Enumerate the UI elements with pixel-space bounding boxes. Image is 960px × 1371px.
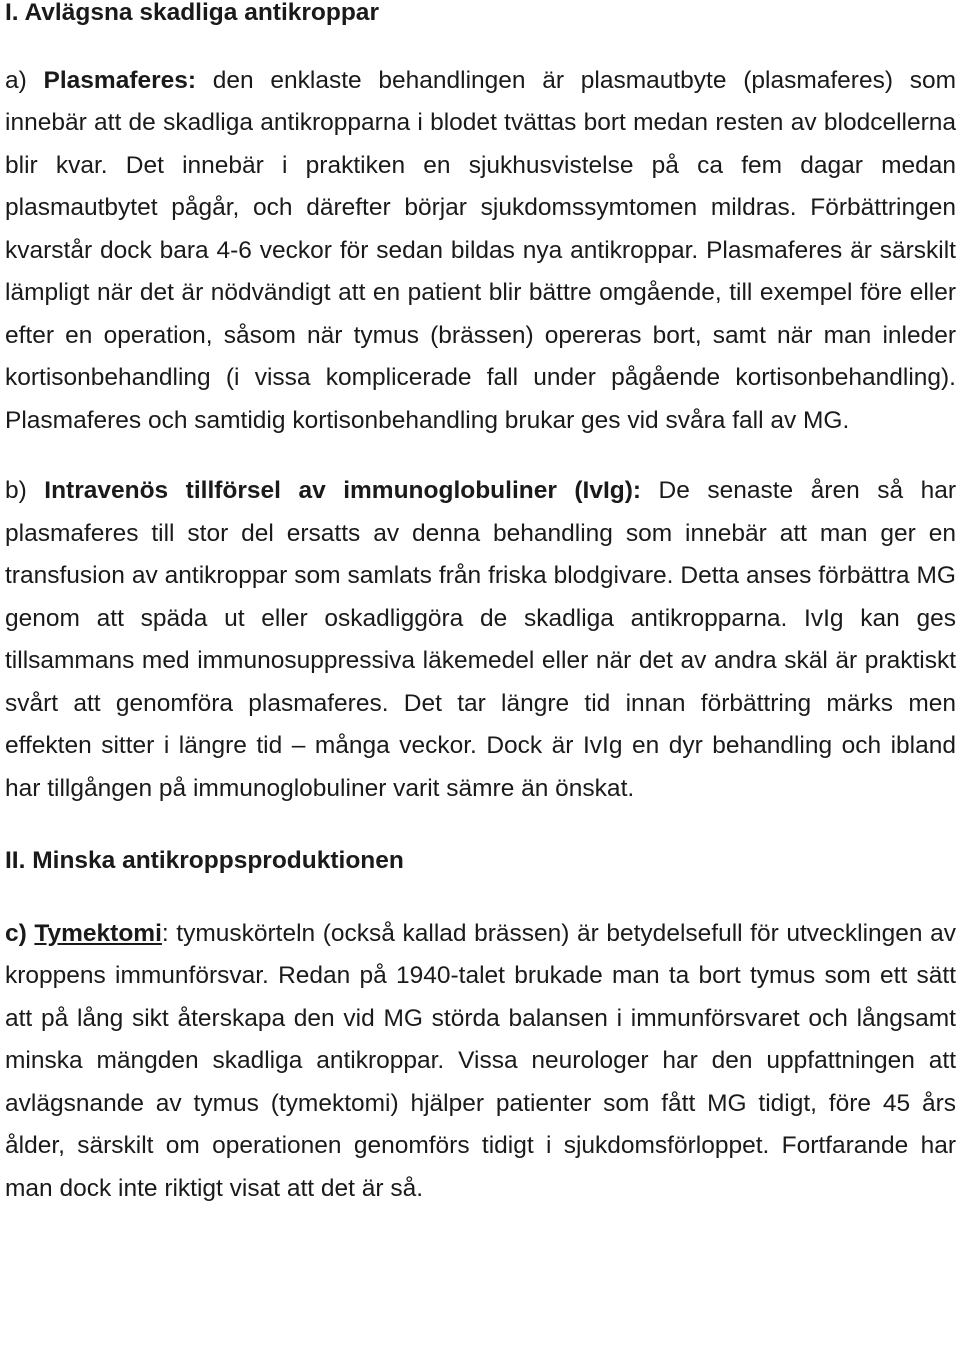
item-prefix-b: b) [5,477,45,504]
section-heading-1: I. Avlägsna skadliga antikroppar [5,0,379,26]
item-prefix-a: a) [5,66,44,94]
item-prefix-c: c) [5,919,35,947]
item-title-tymektomi: Tymektomi [34,919,162,947]
paragraph-ivig [5,470,956,810]
item-body-tymektomi: : tymuskörteln (också kallad brässen) är betydelsefull för utvecklingen av kroppens immunförsvar. Redan på 1940-talet brukade man ta bort tymus som ett sätt att på lång sikt återskapa den vid MG störda balansen i immunförsvaret och långsamt minska mängden skadliga antikroppar. Vissa neurologer har den uppfattningen att avlägsnande av tymus (tymektomi) hjälper patienter som fått MG tidigt, före 45 års ålder, särskilt om operationen genomförs tidigt i sjukdomsförloppet. Fortfarande har man dock inte riktigt visat att det är så. [5,919,956,1202]
item-title-ivig: Intravenös tillförsel av immunoglobuliner (IvIg): [44,477,642,504]
item-body-ivig: De senaste åren så har plasmaferes till stor del ersatts av denna behandling som innebär att man ger en transfusion av antikroppar som samlats från friska blodgivare. Detta anses förbättra MG genom att späda ut eller oskadliggöra de skadliga antikropparna. IvIg kan ges tillsammans med immunosuppressiva läkemedel eller när det av andra skäl är praktiskt svårt att genomföra plasmaferes. Det tar längre tid innan förbättring märks men effekten sitter i längre tid – många veckor. Dock är IvIg en dyr behandling och ibland har tillgången på immunoglobuliner varit sämre än önskat. [5,477,956,802]
item-title-plasmaferes: Plasmaferes: [43,66,197,94]
paragraph-tymektomi [5,913,956,1211]
section-heading-2: II. Minska antikroppsproduktionen [5,847,404,874]
item-body-plasmaferes: den enklaste behandlingen är plasmautbyte (plasmaferes) som innebär att de skadliga antikropparna i blodet tvättas bort medan resten av blodcellerna blir kvar. Det innebär i praktiken en sjukhusvistelse på ca fem dagar medan plasmautbytet pågår, och därefter börjar sjukdomssymtomen mildras. Förbättringen kvarstår dock bara 4-6 veckor för sedan bildas nya antikroppar. Plasmaferes är särskilt lämpligt när det är nödvändigt att en patient blir bättre omgående, till exempel före eller efter en operation, såsom när tymus (brässen) opereras bort, samt när man inleder kortisonbehandling (i vissa komplicerade fall under pågående kortisonbehandling). Plasmaferes och samtidig kortisonbehandling brukar ges vid svåra fall av MG. [5,66,956,434]
paragraph-plasmaferes [5,60,956,443]
